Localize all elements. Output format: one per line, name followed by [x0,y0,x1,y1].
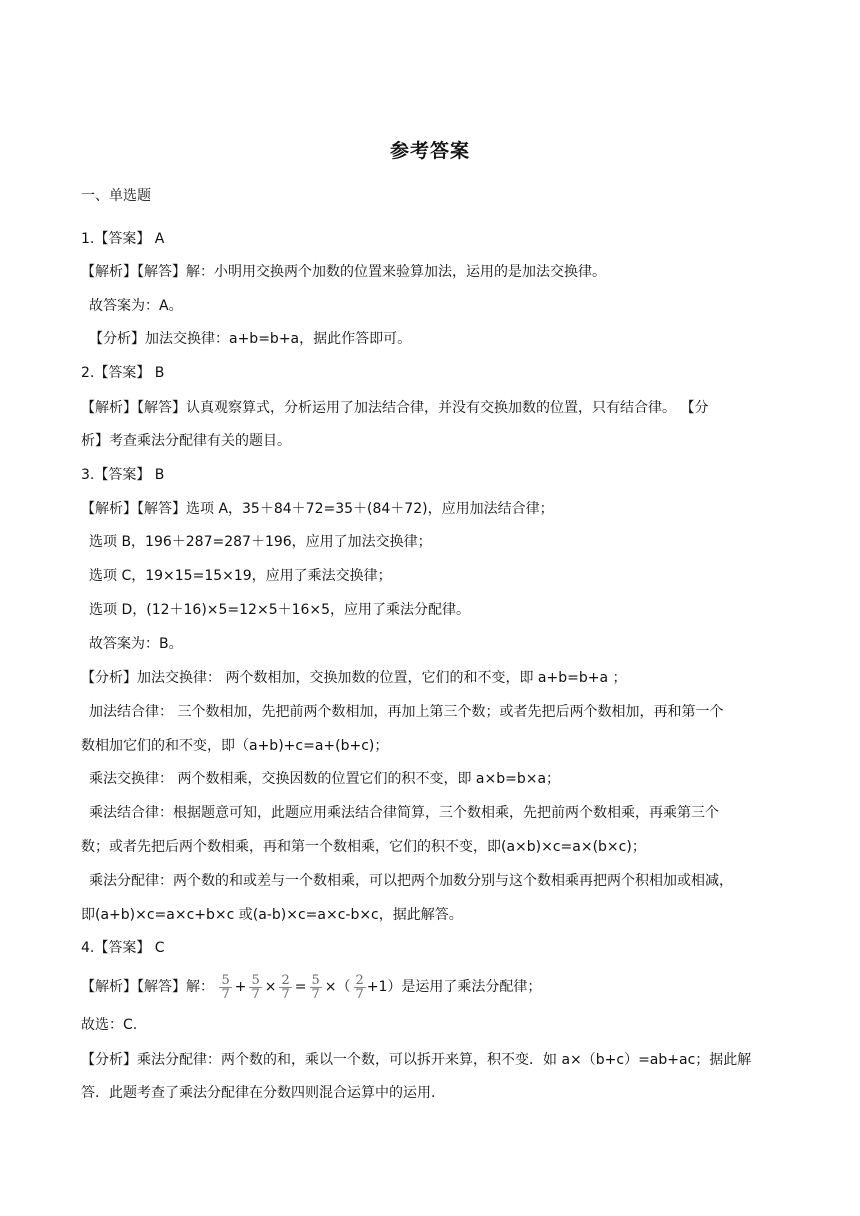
fraction [219,974,231,1001]
q4-explanation-suffix: +1）是运用了乘法分配律； [366,979,542,995]
q3-conclusion: 故答案为：B。 [89,636,183,652]
operator: × [264,979,277,995]
q3-analysis-line-2: 加法结合律： 三个数相加，先把前两个数相加，再加上第三个数；或者先把后两个数相加，再和第一个 [89,704,724,720]
q3-analysis-line-7: 乘法分配律：两个数的和或差与一个数相乘，可以把两个加数分别与这个数相乘再把两个积相加或相减， [89,873,733,889]
fraction-numerator: 5 [251,972,260,988]
fraction [354,974,366,1001]
q4-explanation-prefix: 【解析】【解答】解： [81,979,214,995]
q3-analysis-line-6: 数；或者先把后两个数相乘，再和第一个数相乘，它们的积不变，即(a×b)×c=a×(b×c)； [81,839,646,855]
q4-explanation [81,972,781,1002]
q1-conclusion: 故答案为：A。 [89,298,183,314]
q4-answer: 4.【答案】 C [81,940,165,956]
fraction-denominator: 7 [355,986,364,1002]
fraction-denominator: 7 [281,986,290,1002]
q2-explanation-line-2: 析】考查乘法分配律有关的题目。 [81,433,291,449]
q3-analysis-line-5: 乘法结合律：根据题意可知，此题应用乘法结合律简算，三个数相乘，先把前两个数相乘，再乘第三个 [89,805,719,821]
q4-conclusion: 故选：C. [81,1017,138,1033]
fraction-numerator: 2 [281,972,290,988]
q3-analysis-line-3: 数相加它们的和不变，即（a+b)+c=a+(b+c)； [81,738,389,754]
q2-explanation-line-1: 【解析】【解答】认真观察算式，分析运用了加法结合律，并没有交换加数的位置，只有结合律。 【分 [81,400,709,416]
q4-analysis-line-1: 【分析】乘法分配律：两个数的和，乘以一个数，可以拆开来算，积不变．如 a×（b+c）=ab+ac；据此解 [81,1052,752,1068]
q3-option-b: 选项 B，196＋287=287＋196，应用了加法交换律； [89,534,432,550]
fraction [310,974,322,1001]
q3-option-d: 选项 D，(12＋16)×5=12×5＋16×5，应用了乘法分配律。 [89,602,471,618]
q3-analysis-line-8: 即(a+b)×c=a×c+b×c 或(a-b)×c=a×c-b×c，据此解答。 [81,907,463,923]
page-title: 参考答案 [389,140,470,162]
fraction-denominator: 7 [221,986,230,1002]
operator: ×（ [324,979,351,995]
fraction-denominator: 7 [311,986,320,1002]
q3-analysis-line-1: 【分析】加法交换律： 两个数相加，交换加数的位置，它们的和不变，即 a+b=b+a ； [81,670,627,686]
fraction-numerator: 5 [311,972,320,988]
fraction-numerator: 2 [355,972,364,988]
q3-explanation: 【解析】【解答】选项 A，35＋84＋72=35＋(84＋72)，应用加法结合律； [81,501,554,517]
q1-answer: 1.【答案】 A [81,231,165,247]
fraction [279,974,291,1001]
q1-explanation: 【解析】【解答】解：小明用交换两个加数的位置来验算加法，运用的是加法交换律。 [81,264,606,280]
q2-answer: 2.【答案】 B [81,365,165,381]
section-heading: 一、单选题 [81,188,151,204]
fraction-numerator: 5 [221,972,230,988]
q3-option-c: 选项 C，19×15=15×19，应用了乘法交换律； [89,568,392,584]
operator: = [294,979,307,995]
q3-analysis-line-4: 乘法交换律： 两个数相乘，交换因数的位置它们的积不变，即 a×b=b×a； [89,771,561,787]
q3-answer: 3.【答案】 B [81,467,165,483]
q4-analysis-line-2: 答．此题考查了乘法分配律在分数四则混合运算中的运用． [81,1085,445,1101]
operator: + [234,979,247,995]
fraction-denominator: 7 [251,986,260,1002]
fraction [249,974,261,1001]
q1-analysis: 【分析】加法交换律：a+b=b+a，据此作答即可。 [89,331,412,347]
